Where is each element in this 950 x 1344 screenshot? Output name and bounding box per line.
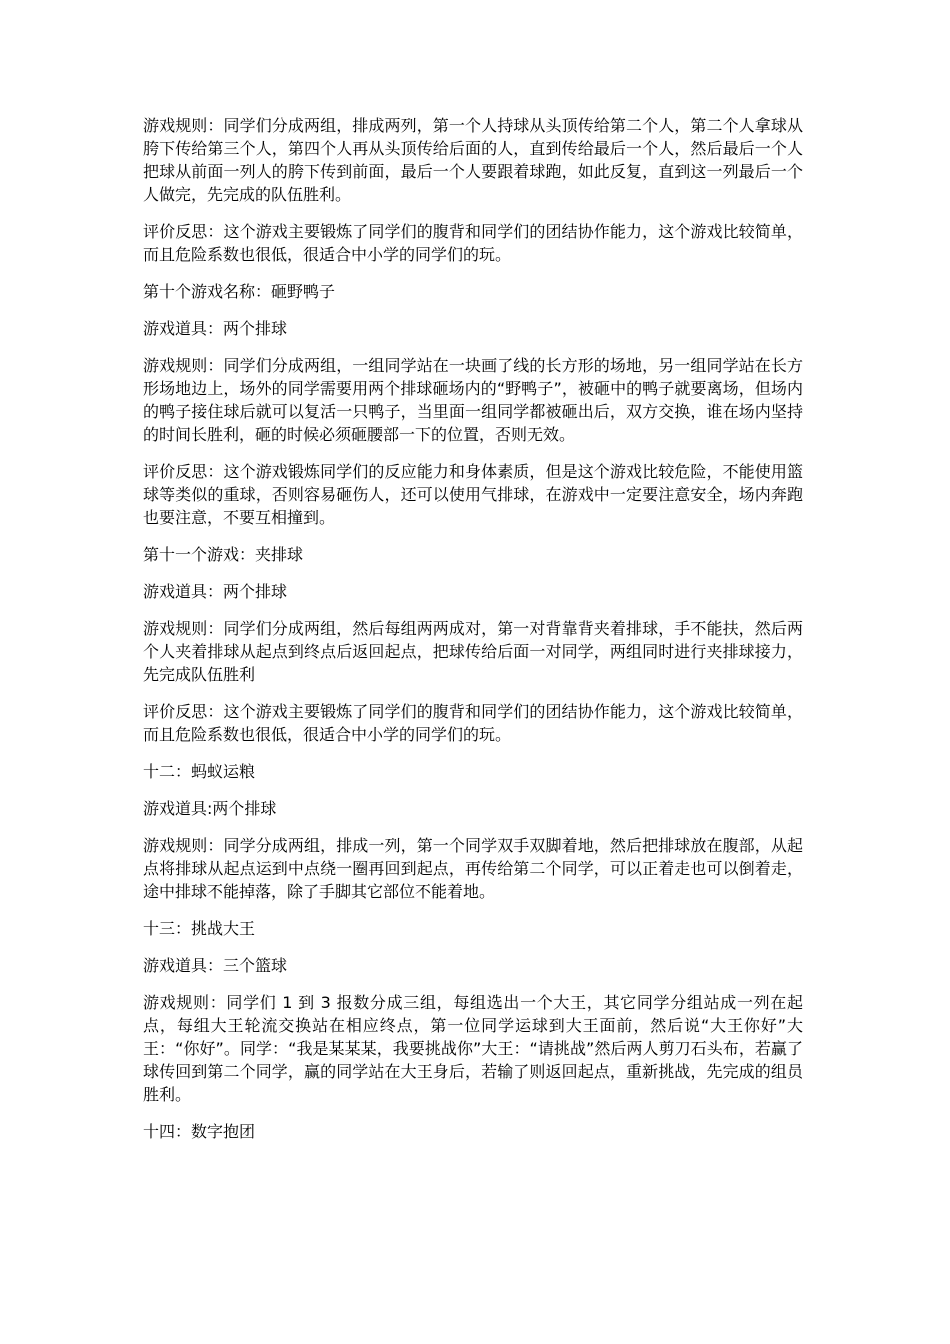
paragraph: 游戏规则：同学们分成两组，排成两列，第一个人持球从头顶传给第二个人，第二个人拿球从胯下传给第三个人，第四个人再从头顶传给后面的人，直到传给最后一个人，然后最后一个人把球从前面一列人的胯下传到前面，最后一个人要跟着球跑，如此反复，直到这一列最后一个人做完，先完成的队伍胜利。 bbox=[143, 116, 803, 204]
paragraph: 游戏规则：同学们分成两组，一组同学站在一块画了线的长方形的场地，另一组同学站在长方形场地边上，场外的同学需要用两个排球砸场内的“野鸭子”，被砸中的鸭子就要离场，但场内的鸭子接住球后就可以复活一只鸭子，当里面一组同学都被砸出后，双方交换，谁在场内坚持的时间长胜利，砸的时候必须砸腰部一下的位置，否则无效。 bbox=[143, 356, 803, 444]
paragraph: 游戏道具:两个排球 bbox=[143, 799, 277, 818]
paragraph: 游戏规则：同学分成两组，排成一列，第一个同学双手双脚着地，然后把排球放在腹部，从起点将排球从起点运到中点绕一圈再回到起点，再传给第二个同学，可以正着走也可以倒着走，途中排球不能掉落，除了手脚其它部位不能着地。 bbox=[143, 836, 803, 901]
paragraph: 评价反思：这个游戏锻炼同学们的反应能力和身体素质，但是这个游戏比较危险，不能使用篮球等类似的重球，否则容易砸伤人，还可以使用气排球，在游戏中一定要注意安全，场内奔跑也要注意，不要互相撞到。 bbox=[143, 462, 803, 527]
paragraph: 游戏道具：三个篮球 bbox=[143, 956, 288, 975]
paragraph: 游戏道具：两个排球 bbox=[143, 582, 288, 601]
document-page bbox=[143, 114, 803, 1157]
section-heading: 第十一个游戏：夹排球 bbox=[143, 545, 304, 564]
paragraph: 评价反思：这个游戏主要锻炼了同学们的腹背和同学们的团结协作能力，这个游戏比较简单，而且危险系数也很低，很适合中小学的同学们的玩。 bbox=[143, 702, 803, 744]
paragraph: 游戏规则：同学们 1 到 3 报数分成三组，每组选出一个大王，其它同学分组站成一列在起点，每组大王轮流交换站在相应终点，第一位同学运球到大王面前，然后说“大王你好”大王：“你好”。同学：“我是某某某，我要挑战你”大王：“请挑战”然后两人剪刀石头布，若赢了球传回到第二个同学，赢的同学站在大王身后，若输了则返回起点，重新挑战，先完成的组员胜利。 bbox=[143, 993, 803, 1104]
paragraph: 游戏道具：两个排球 bbox=[143, 319, 288, 338]
section-heading: 十三：挑战大王 bbox=[143, 919, 256, 938]
paragraph: 评价反思：这个游戏主要锻炼了同学们的腹背和同学们的团结协作能力，这个游戏比较简单，而且危险系数也很低，很适合中小学的同学们的玩。 bbox=[143, 222, 803, 264]
section-heading: 第十个游戏名称：砸野鸭子 bbox=[143, 282, 336, 301]
paragraph: 游戏规则：同学们分成两组，然后每组两两成对，第一对背靠背夹着排球，手不能扶，然后两个人夹着排球从起点到终点后返回起点，把球传给后面一对同学，两组同时进行夹排球接力，先完成队伍胜利 bbox=[143, 619, 803, 684]
section-heading: 十四：数字抱团 bbox=[143, 1122, 256, 1141]
section-heading: 十二：蚂蚁运粮 bbox=[143, 762, 256, 781]
